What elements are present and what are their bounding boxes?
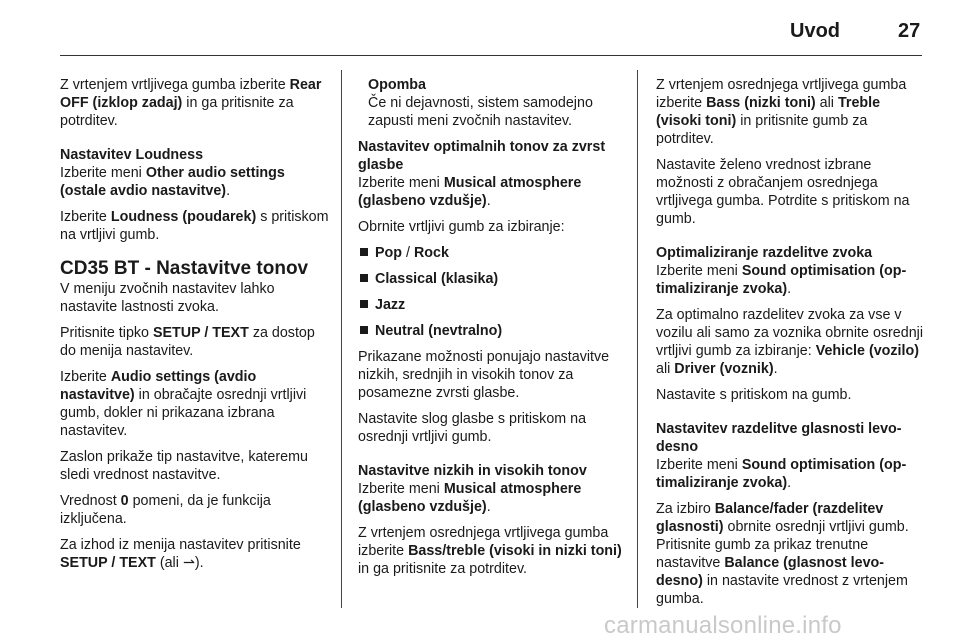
- page-number: 27: [898, 20, 921, 42]
- paragraph: Za izhod iz menija nastavitev pritisnite SETUP / TEXT (ali ⇀).: [60, 537, 301, 571]
- note-box: [358, 76, 630, 130]
- paragraph: Za izbiro Balance/fader (razdelitev glasnosti) obrnite osrednji vrtljivi gumb. Pritisnite gumb za prikaz trenutne nastavitve Balance (glasnost levo-desno) in nastavite vrednost z vrtenjem gumba.: [656, 501, 909, 607]
- paragraph: Nastavite s pritiskom na gumb.: [656, 387, 852, 403]
- paragraph: Izberite Loudness (poudarek) s pritiskom na vrtljivi gumb.: [60, 209, 329, 243]
- paragraph: Vrednost 0 pomeni, da je funkcija izključena.: [60, 493, 271, 527]
- column-divider: [341, 70, 342, 608]
- column-divider: [637, 70, 638, 608]
- bullet-square-icon: [360, 274, 368, 282]
- paragraph: Izberite meni Sound optimisation (op-timaliziranje zvoka).: [656, 457, 907, 491]
- paragraph: Izberite meni Musical atmosphere (glasbeno vzdušje).: [358, 481, 582, 515]
- paragraph: Izberite meni Other audio settings (ostale avdio nastavitve).: [60, 165, 285, 199]
- paragraph: Izberite meni Musical atmosphere (glasbeno vzdušje).: [358, 175, 582, 209]
- column-middle: [358, 76, 630, 586]
- list-item: Neutral (nevtralno): [358, 322, 630, 340]
- watermark: carmanualsonline.info: [604, 612, 842, 639]
- list-item: Classical (klasika): [358, 270, 630, 288]
- paragraph: Izberite meni Sound optimisation (op-timaliziranje zvoka).: [656, 263, 907, 297]
- paragraph: Nastavite slog glasbe s pritiskom na osrednji vrtljivi gumb.: [358, 411, 587, 445]
- running-header-title: Uvod: [790, 20, 840, 42]
- bullet-square-icon: [360, 326, 368, 334]
- paragraph: Zaslon prikaže tip nastavitve, kateremu sledi vrednost nastavitve.: [60, 449, 308, 483]
- paragraph: Za optimalno razdelitev zvoka za vse v vozilu ali samo za voznika obrnite osrednji vrtljivi gumb za izbiranje: Vehicle (vozilo) ali Driver (voznik).: [656, 307, 924, 377]
- paragraph: Obrnite vrtljivi gumb za izbiranje:: [358, 219, 565, 235]
- paragraph: Z vrtenjem osrednjega vrtljivega gumba izberite Bass (nizki toni) ali Treble (visoki toni) in pritisnite gumb za potrditev.: [656, 77, 907, 147]
- bullet-square-icon: [360, 248, 368, 256]
- paragraph: Nastavite želeno vrednost izbrane možnosti z obračanjem osrednjega vrtljivega gumba. Potrdite s pritiskom na gumb.: [656, 157, 910, 227]
- column-right: [656, 76, 928, 616]
- header-rule: [60, 55, 922, 56]
- paragraph: Z vrtenjem vrtljivega gumba izberite Rear OFF (izklop zadaj) in ga pritisnite za potrditev.: [60, 77, 322, 129]
- section-heading: Nastavitev optimalnih tonov za zvrst glasbe: [358, 139, 606, 173]
- section-heading: Nastavitev razdelitve glasnosti levo-desno: [656, 421, 902, 455]
- paragraph: V meniju zvočnih nastavitev lahko nastavite lastnosti zvoka.: [60, 281, 275, 315]
- column-left: [60, 76, 332, 580]
- back-arrow-icon: ⇀: [182, 555, 195, 571]
- paragraph: Izberite Audio settings (avdio nastavitve) in obračajte osrednji vrtljivi gumb, dokler ni prikazana izbrana nastavitev.: [60, 369, 307, 439]
- list-item: Jazz: [358, 296, 630, 314]
- paragraph: Prikazane možnosti ponujajo nastavitve nizkih, srednjih in visokih tonov za posamezne zvrsti glasbe.: [358, 349, 610, 401]
- note-title: Opomba: [368, 77, 426, 93]
- bullet-square-icon: [360, 300, 368, 308]
- paragraph: Pritisnite tipko SETUP / TEXT za dostop do menija nastavitev.: [60, 325, 315, 359]
- chapter-heading: CD35 BT - Nastavitve tonov: [60, 258, 309, 279]
- section-heading: Nastavitev Loudness: [60, 147, 204, 163]
- section-heading: Nastavitve nizkih in visokih tonov: [358, 463, 587, 479]
- section-heading: Optimaliziranje razdelitve zvoka: [656, 245, 873, 261]
- note-text: Če ni dejavnosti, sistem samodejno zapusti meni zvočnih nastavitev.: [368, 95, 593, 129]
- list-item: Pop / Rock: [358, 244, 630, 262]
- paragraph: Z vrtenjem osrednjega vrtljivega gumba izberite Bass/treble (visoki in nizki toni) in ga pritisnite za potrditev.: [358, 525, 622, 577]
